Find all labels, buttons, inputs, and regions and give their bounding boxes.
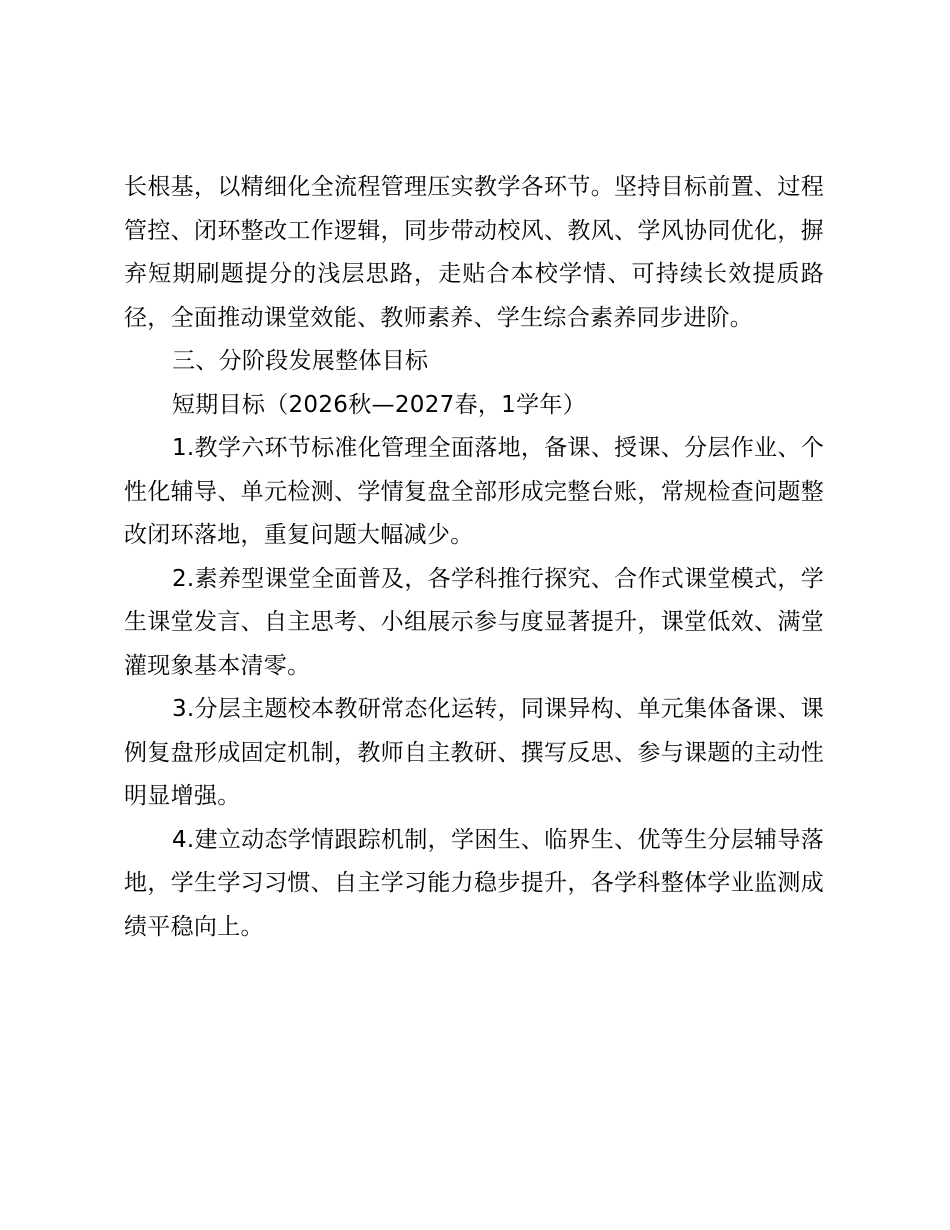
- document-body: [124, 166, 824, 949]
- paragraph-continuation: 长根基，以精细化全流程管理压实教学各环节。坚持目标前置、过程管控、闭环整改工作逻辑，同步带动校风、教风、学风协同优化，摒弃短期刷题提分的浅层思路，走贴合本校学情、可持续长效提质路径，全面推动课堂效能、教师素养、学生综合素养同步进阶。: [124, 174, 824, 331]
- goal-item-1: 1.教学六环节标准化管理全面落地，备课、授课、分层作业、个性化辅导、单元检测、学情复盘全部形成完整台账，常规检查问题整改闭环落地，重复问题大幅减少。: [124, 435, 824, 548]
- section-heading: 三、分阶段发展整体目标: [172, 348, 429, 374]
- goal-item-3: 3.分层主题校本教研常态化运转，同课异构、单元集体备课、课例复盘形成固定机制，教师自主教研、撰写反思、参与课题的主动性明显增强。: [124, 696, 824, 809]
- goal-item-4: 4.建立动态学情跟踪机制，学困生、临界生、优等生分层辅导落地，学生学习习惯、自主学习能力稳步提升，各学科整体学业监测成绩平稳向上。: [124, 826, 824, 940]
- goal-item-2: 2.素养型课堂全面普及，各学科推行探究、合作式课堂模式，学生课堂发言、自主思考、小组展示参与度显著提升，课堂低效、满堂灌现象基本清零。: [124, 565, 824, 679]
- subsection-heading: 短期目标（2026秋—2027春，1学年）: [172, 391, 586, 418]
